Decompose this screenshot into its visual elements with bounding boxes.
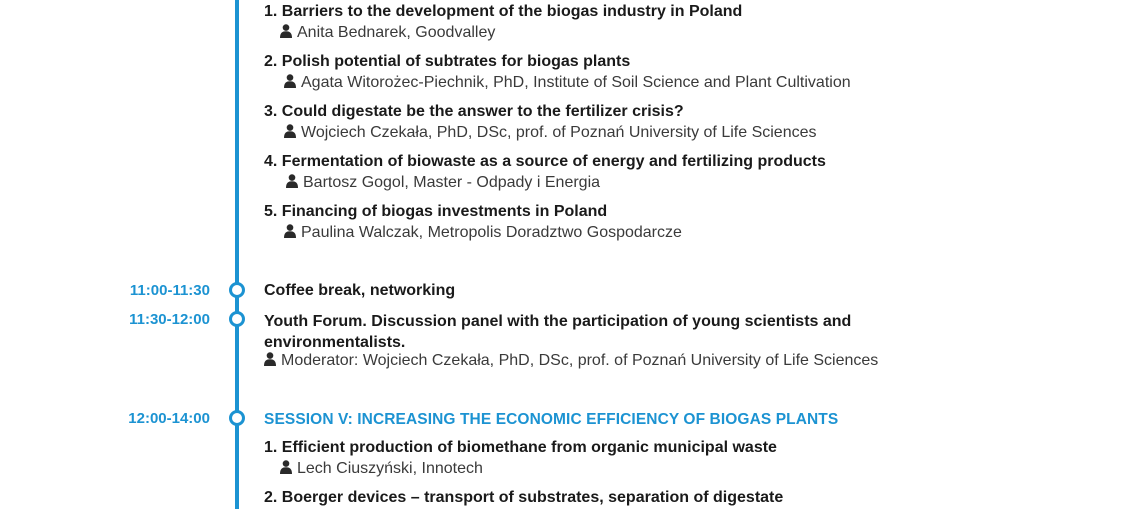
- person-icon: [284, 224, 296, 243]
- timeline-line: [235, 0, 239, 509]
- talk-title: 1. Barriers to the development of the biogas industry in Poland: [264, 3, 743, 20]
- agenda-item-title: Youth Forum. Discussion panel with the participation of young scientists and environmentalists.: [264, 313, 852, 351]
- time-label: 12:00-14:00: [128, 410, 210, 427]
- talk-speaker: Wojciech Czekała, PhD, DSc, prof. of Poznań University of Life Sciences: [284, 124, 816, 143]
- talk-speaker: Bartosz Gogol, Master - Odpady i Energia: [286, 174, 600, 193]
- time-label: 11:30-12:00: [129, 311, 210, 328]
- person-icon: [280, 460, 292, 479]
- timeline-dot: [229, 410, 245, 426]
- talk-title: 4. Fermentation of biowaste as a source of energy and fertilizing products: [264, 153, 826, 170]
- time-label: 11:00-11:30: [129, 282, 210, 299]
- person-icon: [264, 352, 276, 371]
- timeline-dot: [229, 282, 245, 298]
- talk-title: 2. Polish potential of subtrates for biogas plants: [264, 53, 631, 70]
- talk-title: 5. Financing of biogas investments in Poland: [264, 203, 608, 220]
- talk-title: 2. Boerger devices – transport of substrates, separation of digestate: [264, 489, 784, 506]
- person-icon: [284, 74, 296, 93]
- talk-speaker: Anita Bednarek, Goodvalley: [280, 24, 495, 43]
- person-icon: [280, 24, 292, 43]
- talk-speaker: Agata Witorożec-Piechnik, PhD, Institute of Soil Science and Plant Cultivation: [284, 74, 851, 93]
- person-icon: [286, 174, 298, 193]
- talk-speaker: Lech Ciuszyński, Innotech: [280, 460, 483, 479]
- timeline-dot: [229, 311, 245, 327]
- agenda-item-title: Coffee break, networking: [264, 282, 456, 299]
- session-heading: SESSION V: INCREASING THE ECONOMIC EFFICIENCY OF BIOGAS PLANTS: [264, 411, 839, 428]
- talk-title: 1. Efficient production of biomethane from organic municipal waste: [264, 439, 777, 456]
- talk-speaker: Paulina Walczak, Metropolis Doradztwo Gospodarcze: [284, 224, 682, 243]
- moderator: Moderator: Wojciech Czekała, PhD, DSc, prof. of Poznań University of Life Sciences: [264, 352, 878, 371]
- person-icon: [284, 124, 296, 143]
- talk-title: 3. Could digestate be the answer to the fertilizer crisis?: [264, 103, 684, 120]
